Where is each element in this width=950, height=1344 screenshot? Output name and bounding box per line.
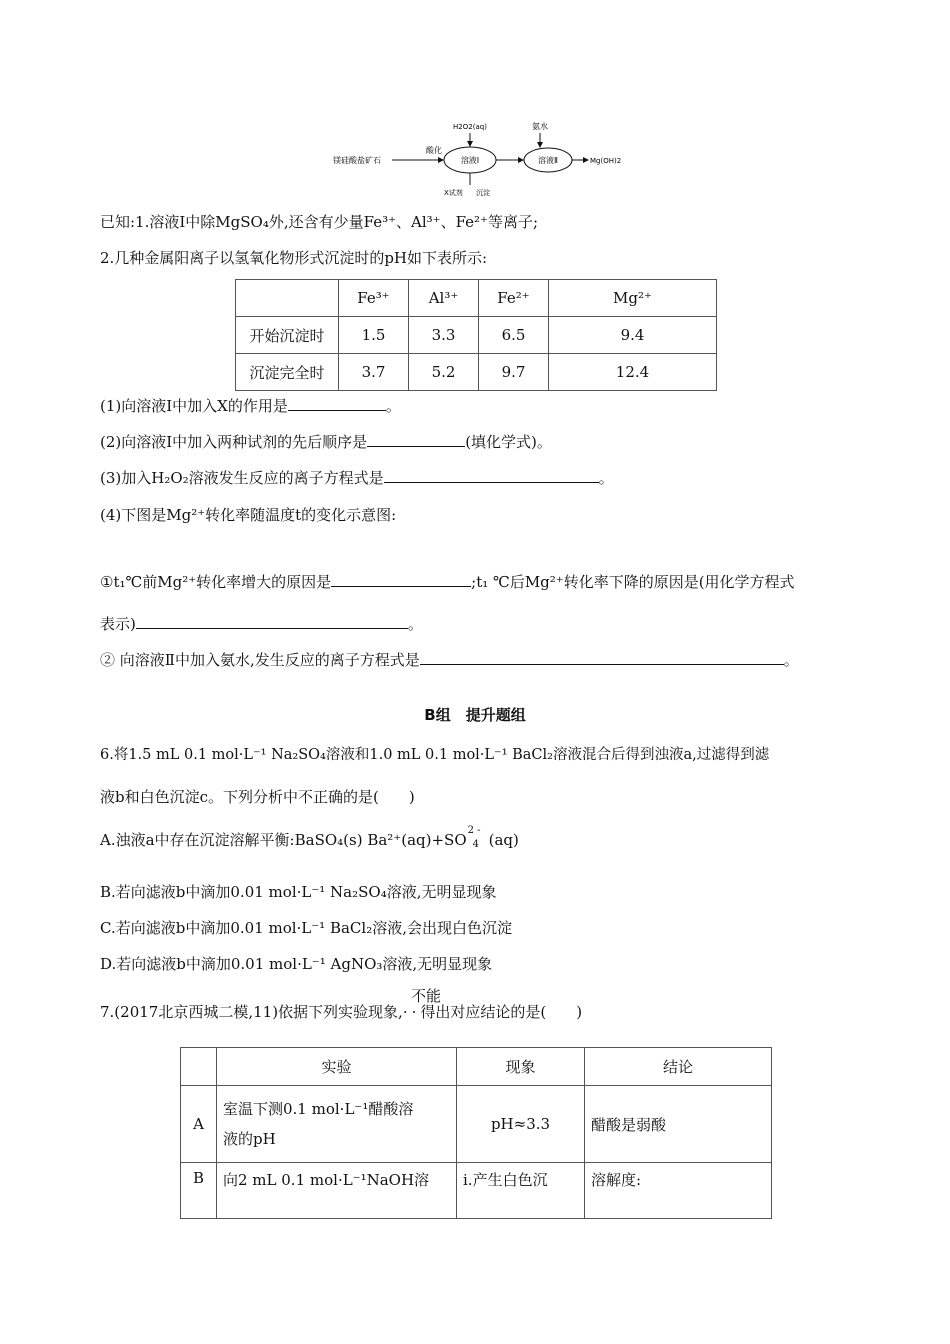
process-flow-diagram <box>330 115 630 200</box>
question-4-part-2: ② 向溶液Ⅱ中加入氨水,发生反应的离子方程式是 。 <box>100 651 799 669</box>
known-2: 2.几种金属阳离子以氢氧化物形式沉淀时的pH如下表所示: <box>100 249 488 267</box>
experiment-table <box>180 1047 772 1219</box>
question-7: 7.(2017北京西城二模,11)依据下列实验现象,··得出对应结论的是( ) <box>100 1003 583 1021</box>
answer-blank[interactable] <box>136 614 408 629</box>
flow-source: 镁硅酸盐矿石 <box>333 156 381 165</box>
ph-header-mg2: Mg²⁺ <box>549 280 717 317</box>
question-2: (2)向溶液Ⅰ中加入两种试剂的先后顺序是 (填化学式)。 <box>100 433 552 451</box>
flow-solution-2: 溶液Ⅱ <box>538 156 558 165</box>
option-c[interactable]: C.若向滤液b中滴加0.01 mol·L⁻¹ BaCl₂溶液,会出现白色沉淀 <box>100 919 512 937</box>
answer-blank[interactable] <box>420 650 784 665</box>
ph-cell: 9.7 <box>479 354 549 391</box>
option-b[interactable]: B.若向滤液b中滴加0.01 mol·L⁻¹ Na₂SO₄溶液,无明显现象 <box>100 883 497 901</box>
answer-blank[interactable] <box>331 572 471 587</box>
question-7-emphasis: 不能 <box>411 987 442 1005</box>
question-6-line-1: 6.将1.5 mL 0.1 mol·L⁻¹ Na₂SO₄溶液和1.0 mL 0.1 mol·L⁻¹ BaCl₂溶液混合后得到浊液a,过滤得到滤 <box>100 747 770 763</box>
answer-blank[interactable] <box>288 396 386 411</box>
exp-cell-phenomenon: ⅰ.产生白色沉 <box>457 1163 585 1219</box>
ph-header-al3: Al³⁺ <box>409 280 479 317</box>
flow-precipitate: 沉淀 <box>476 189 490 197</box>
ph-table <box>235 279 717 391</box>
exp-cell-phenomenon: pH≈3.3 <box>457 1086 585 1163</box>
answer-blank[interactable] <box>367 432 465 447</box>
question-6-line-2: 液b和白色沉淀c。下列分析中不正确的是( ) <box>100 788 415 806</box>
ph-header-fe3: Fe³⁺ <box>339 280 409 317</box>
question-4-part-1-cont: 表示) 。 <box>100 615 423 633</box>
ph-cell: 12.4 <box>549 354 717 391</box>
flow-solution-1: 溶液Ⅰ <box>460 156 480 165</box>
ph-cell: 6.5 <box>479 317 549 354</box>
flow-x-reagent: X试剂 <box>444 189 463 197</box>
flow-h2o2: H2O2(aq) <box>453 123 487 131</box>
exp-header-phenomenon: 现象 <box>457 1048 585 1086</box>
flow-product: Mg(OH)2 <box>590 157 622 165</box>
exp-row-label: A <box>181 1086 217 1163</box>
exp-cell-conclusion: 醋酸是弱酸 <box>585 1086 772 1163</box>
section-b-heading: B组 提升题组 <box>424 706 526 724</box>
exp-cell-experiment: 向2 mL 0.1 mol·L⁻¹NaOH溶 <box>217 1163 457 1219</box>
flow-acid: 酸化 <box>426 146 442 155</box>
ph-header-fe2: Fe²⁺ <box>479 280 549 317</box>
ph-cell: 9.4 <box>549 317 717 354</box>
exp-header-conclusion: 结论 <box>585 1048 772 1086</box>
ph-cell: 5.2 <box>409 354 479 391</box>
question-4-part-1: ①t₁℃前Mg²⁺转化率增大的原因是 ;t₁ ℃后Mg²⁺转化率下降的原因是(用化学方程式 <box>100 573 795 591</box>
answer-blank[interactable] <box>384 468 599 483</box>
exp-header-experiment: 实验 <box>217 1048 457 1086</box>
ph-cell: 1.5 <box>339 317 409 354</box>
ph-row-label: 开始沉淀时 <box>236 317 339 354</box>
ph-header-0 <box>236 280 339 317</box>
flow-ammonia: 氨水 <box>532 122 548 131</box>
question-4: (4)下图是Mg²⁺转化率随温度t的变化示意图: <box>100 506 397 524</box>
question-3: (3)加入H₂O₂溶液发生反应的离子方程式是 。 <box>100 469 614 487</box>
ph-row-label: 沉淀完全时 <box>236 354 339 391</box>
exp-header-0 <box>181 1048 217 1086</box>
question-1: (1)向溶液Ⅰ中加入X的作用是 。 <box>100 397 401 415</box>
known-1: 已知:1.溶液Ⅰ中除MgSO₄外,还含有少量Fe³⁺、Al³⁺、Fe²⁺等离子; <box>100 213 539 231</box>
exp-cell-experiment: 室温下测0.1 mol·L⁻¹醋酸溶 液的pH <box>217 1086 457 1163</box>
option-d[interactable]: D.若向滤液b中滴加0.01 mol·L⁻¹ AgNO₃溶液,无明显现象 <box>100 955 493 973</box>
option-a[interactable]: A.浊液a中存在沉淀溶解平衡:BaSO₄(s) Ba²⁺(aq)+SO 2 - 4 (aq) <box>100 825 519 850</box>
ph-cell: 3.3 <box>409 317 479 354</box>
ph-cell: 3.7 <box>339 354 409 391</box>
exp-row-label: B <box>181 1163 217 1219</box>
exp-cell-conclusion: 溶解度: <box>585 1163 772 1219</box>
